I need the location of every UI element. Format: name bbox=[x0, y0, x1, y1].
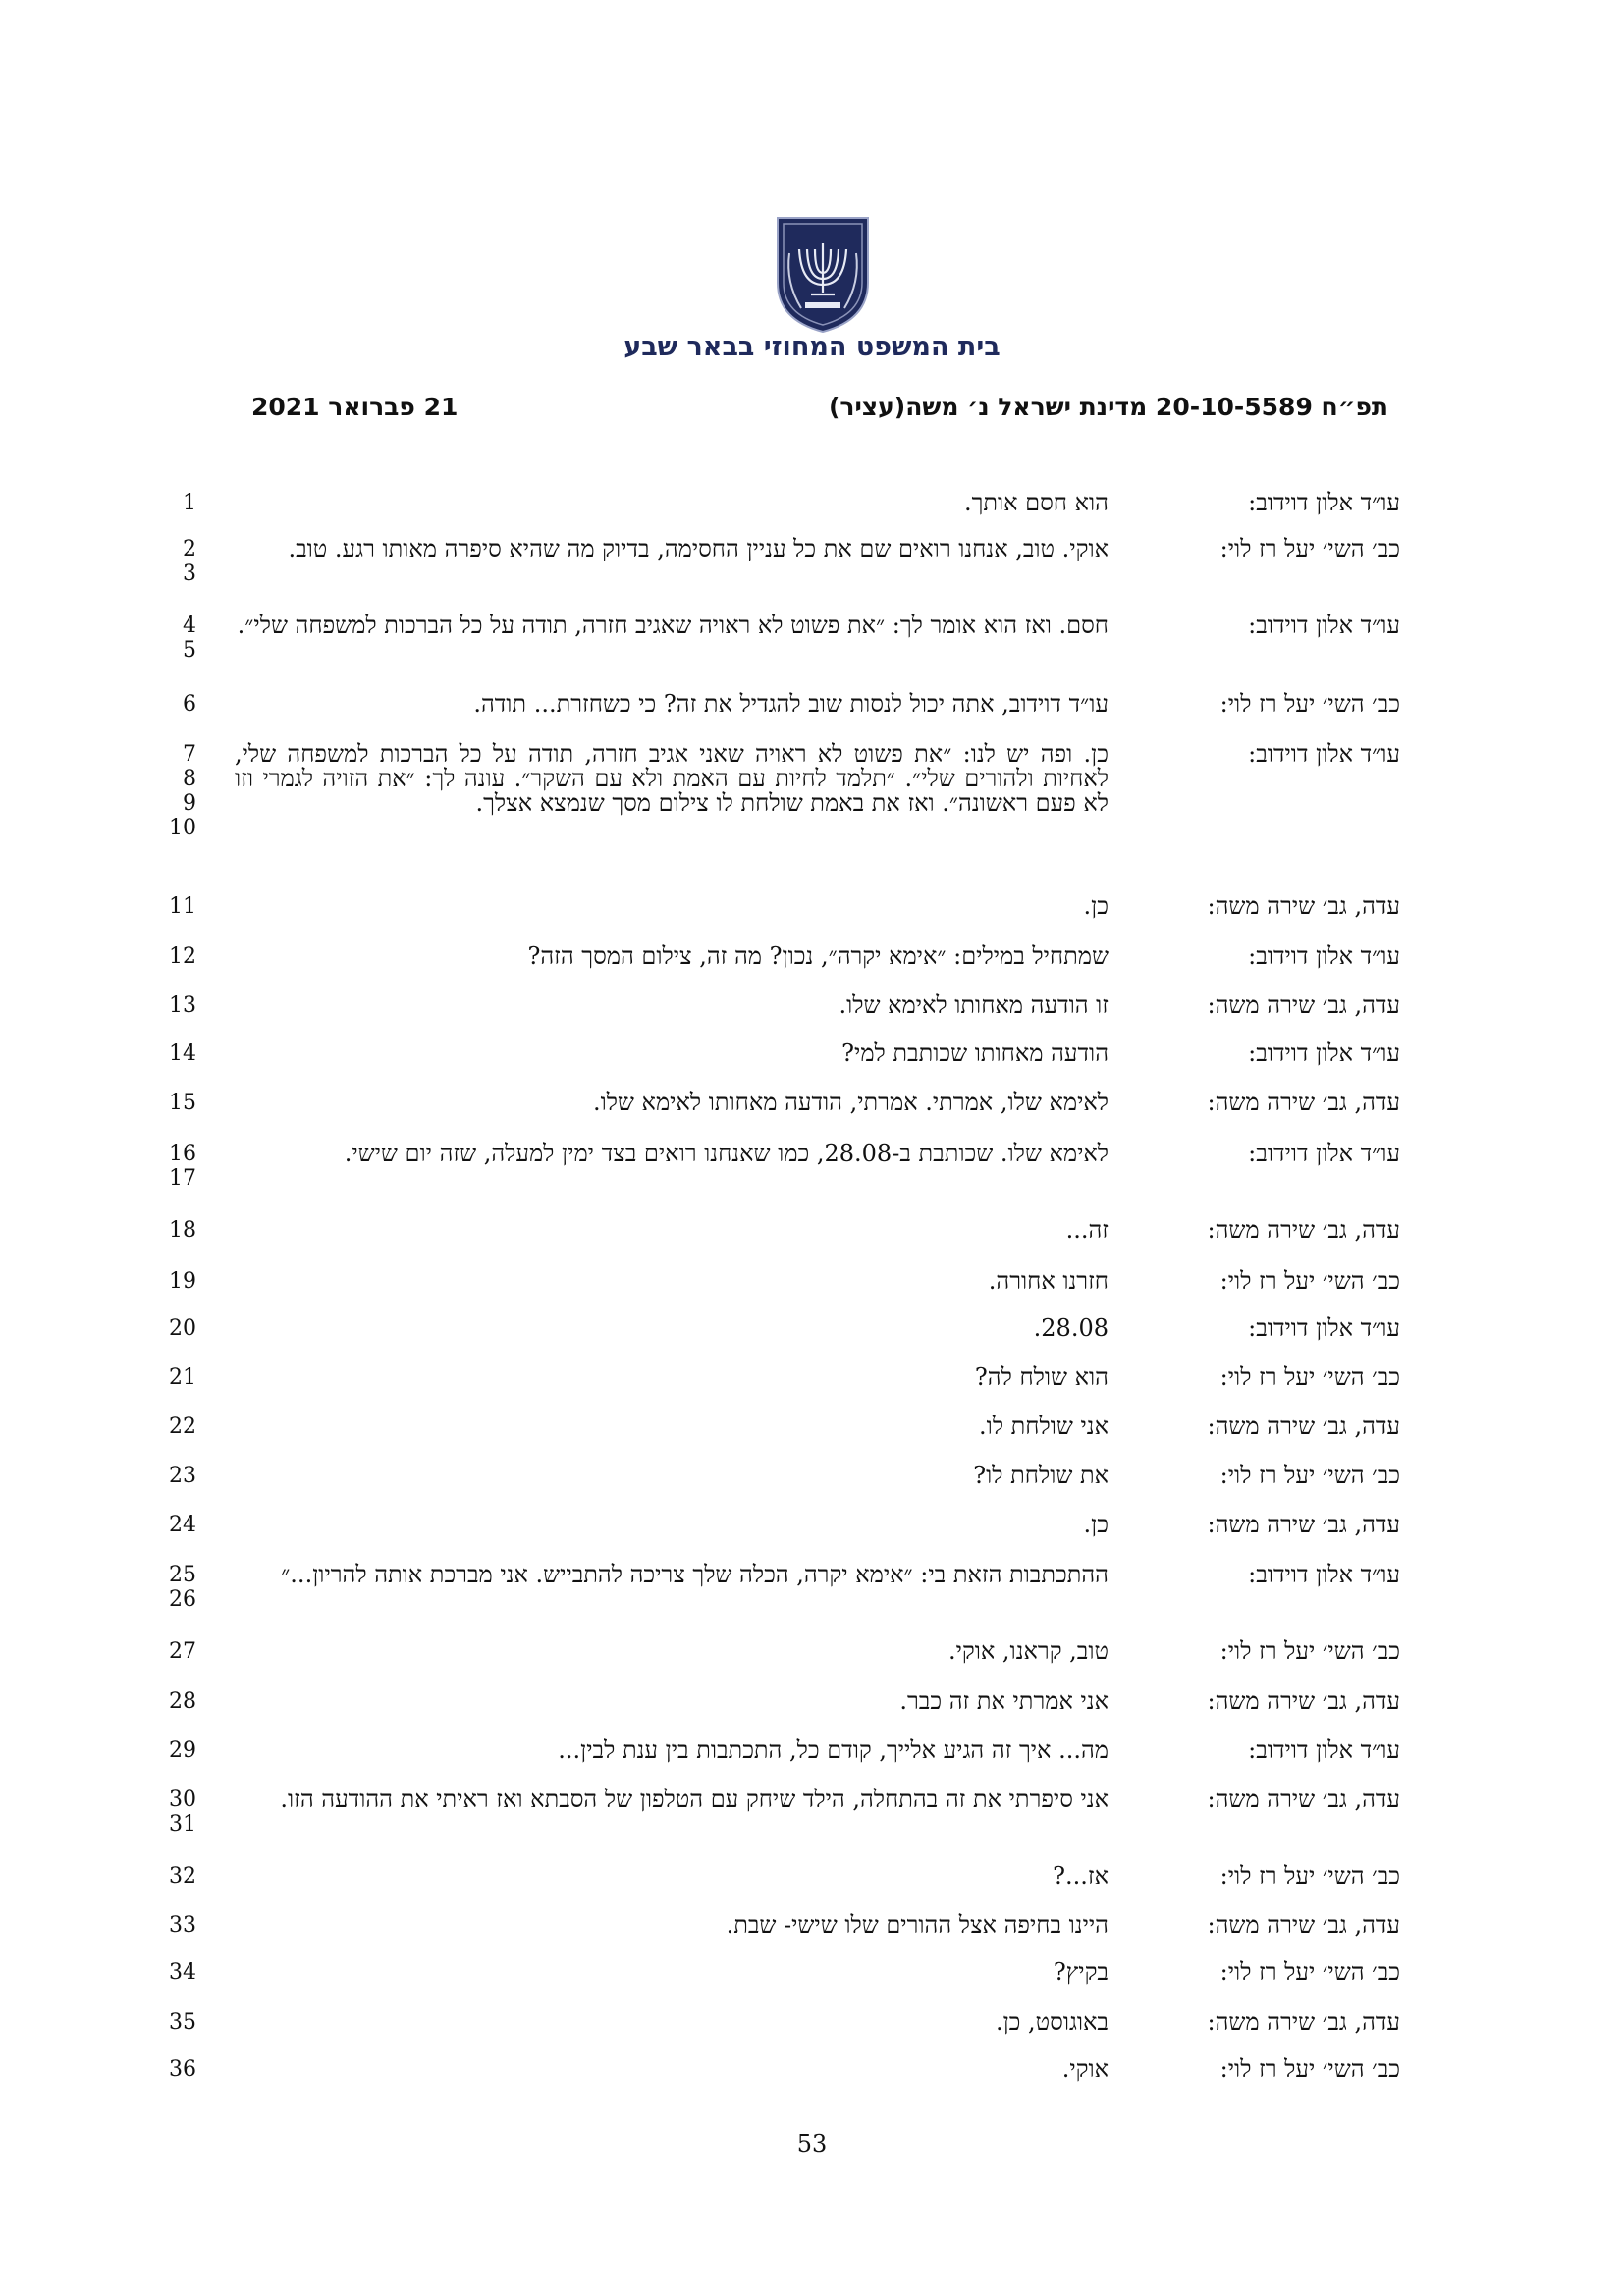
speaker-label: עדה, גב׳ שירה משה: bbox=[1207, 1911, 1400, 1939]
utterance-text: 28.08. bbox=[1033, 1314, 1109, 1342]
utterance-text: לאימא שלו, אמרתי. אמרתי, הודעה מאחותו לאימא שלו. bbox=[592, 1089, 1109, 1116]
line-number: 6 bbox=[183, 692, 196, 717]
line-numbers bbox=[0, 1738, 196, 1763]
speaker-label: כב׳ השי׳ יעל רז לוי: bbox=[1219, 690, 1400, 718]
line-numbers bbox=[0, 1913, 196, 1938]
line-numbers bbox=[0, 1788, 196, 1837]
line-numbers bbox=[0, 944, 196, 969]
line-number: 17 bbox=[169, 1166, 196, 1191]
speaker-label: עו״ד אלון דוידוב: bbox=[1248, 1140, 1400, 1167]
speaker-label: כב׳ השי׳ יעל רז לוי: bbox=[1219, 1862, 1400, 1890]
line-number: 3 bbox=[183, 561, 196, 586]
line-number: 33 bbox=[169, 1913, 196, 1938]
line-number: 28 bbox=[169, 1689, 196, 1714]
utterance-text: אני שולחת לו. bbox=[979, 1413, 1109, 1440]
line-numbers bbox=[0, 1864, 196, 1889]
utterance-text: אוקי. bbox=[1061, 2056, 1109, 2083]
line-number: 13 bbox=[169, 993, 196, 1018]
line-number: 24 bbox=[169, 1513, 196, 1537]
line-number: 32 bbox=[169, 1864, 196, 1889]
speaker-label: עדה, גב׳ שירה משה: bbox=[1207, 1511, 1400, 1538]
line-numbers bbox=[0, 491, 196, 515]
line-number: 20 bbox=[169, 1316, 196, 1341]
line-numbers bbox=[0, 1142, 196, 1191]
utterance-text: חסם. ואז הוא אומר לך: ״את פשוט לא ראויה שאגיב חזרה, תודה על כל הברכות למשפחה שלי״. bbox=[237, 612, 1109, 639]
line-number: 5 bbox=[183, 638, 196, 663]
page-number: 53 bbox=[796, 2130, 828, 2158]
speaker-label: כב׳ השי׳ יעל רז לוי: bbox=[1219, 1462, 1400, 1489]
line-numbers bbox=[0, 1689, 196, 1714]
line-number: 4 bbox=[183, 614, 196, 638]
line-numbers bbox=[0, 894, 196, 919]
utterance-text: חזרנו אחורה. bbox=[988, 1267, 1109, 1295]
speaker-label: עדה, גב׳ שירה משה: bbox=[1207, 1089, 1400, 1116]
line-number: 18 bbox=[169, 1218, 196, 1243]
speaker-label: כב׳ השי׳ יעל רז לוי: bbox=[1219, 1958, 1400, 1986]
speaker-label: עדה, גב׳ שירה משה: bbox=[1207, 1216, 1400, 1244]
utterance-text: לאימא שלו. שכותבת ב-28.08, כמו שאנחנו רואים בצד ימין למעלה, שזה יום שישי. bbox=[344, 1140, 1109, 1167]
line-numbers bbox=[0, 1513, 196, 1537]
speaker-label: עו״ד אלון דוידוב: bbox=[1248, 1314, 1400, 1342]
speaker-label: עו״ד אלון דוידוב: bbox=[1248, 489, 1400, 516]
utterance-text: הודעה מאחותו שכותבת למי? bbox=[841, 1040, 1109, 1067]
utterance-text: עו״ד דוידוב, אתה יכול לנסות שוב להגדיל את זה? כי כשחזרת... תודה. bbox=[473, 690, 1109, 718]
utterance-text: זו הודעה מאחותו לאימא שלו. bbox=[839, 991, 1109, 1019]
line-numbers bbox=[0, 1041, 196, 1066]
line-number: 19 bbox=[169, 1269, 196, 1294]
line-number: 30 bbox=[169, 1788, 196, 1812]
utterance-text: בקיץ? bbox=[1053, 1958, 1109, 1986]
speaker-label: עדה, גב׳ שירה משה: bbox=[1207, 892, 1400, 920]
line-number: 1 bbox=[183, 491, 196, 515]
speaker-label: כב׳ השי׳ יעל רז לוי: bbox=[1219, 1637, 1400, 1665]
line-numbers bbox=[0, 1415, 196, 1439]
line-numbers bbox=[0, 614, 196, 663]
line-number: 2 bbox=[183, 537, 196, 561]
speaker-label: עו״ד אלון דוידוב: bbox=[1248, 1561, 1400, 1588]
hearing-date: 21 פברואר 2021 bbox=[251, 393, 459, 421]
line-number: 15 bbox=[169, 1091, 196, 1115]
line-number: 31 bbox=[169, 1812, 196, 1837]
line-number: 34 bbox=[169, 1960, 196, 1985]
speaker-label: עו״ד אלון דוידוב: bbox=[1248, 740, 1400, 768]
utterance-text: כן. bbox=[1083, 892, 1109, 920]
line-numbers bbox=[0, 1464, 196, 1488]
utterance-text: זה... bbox=[1065, 1216, 1109, 1244]
line-numbers bbox=[0, 692, 196, 717]
line-number: 11 bbox=[169, 894, 196, 919]
line-number: 25 bbox=[169, 1563, 196, 1587]
line-numbers bbox=[0, 1365, 196, 1390]
utterance-text: אז...? bbox=[1053, 1862, 1109, 1890]
line-number: 10 bbox=[169, 816, 196, 840]
utterance-text: את שולחת לו? bbox=[973, 1462, 1109, 1489]
utterance-text: כן. ופה יש לנו: ״את פשוט לא ראויה שאני אגיב חזרה, תודה על כל הברכות למשפחה שלי, לאחיות ולהורים שלי״. ״תלמד לחיות עם האמת ולא עם השקר״. עונה לך: ״את הזויה לגמרי וזו לא פעם ראשונה״. ואז את באמת שולחת לו צילום מסך שנמצא אצלך. bbox=[235, 740, 1109, 817]
court-name: בית המשפט המחוזי בבאר שבע bbox=[623, 332, 1001, 362]
speaker-label: עדה, גב׳ שירה משה: bbox=[1207, 991, 1400, 1019]
case-title: תפ״ח 20-10-5589 מדינת ישראל נ׳ משה(עציר) bbox=[828, 393, 1388, 421]
line-numbers bbox=[0, 2010, 196, 2035]
speaker-label: עו״ד אלון דוידוב: bbox=[1248, 1040, 1400, 1067]
utterance-text: אני אמרתי את זה כבר. bbox=[899, 1687, 1109, 1715]
line-number: 8 bbox=[183, 767, 196, 791]
utterance-text: טוב, קראנו, אוקי. bbox=[947, 1637, 1109, 1665]
utterance-text: ההתכתבות הזאת בי: ״אימא יקרה, הכלה שלך צריכה להתבייש. אני מברכת אותה להריון...״ bbox=[281, 1561, 1109, 1588]
speaker-label: עדה, גב׳ שירה משה: bbox=[1207, 1786, 1400, 1813]
speaker-label: כב׳ השי׳ יעל רז לוי: bbox=[1219, 535, 1400, 562]
line-number: 7 bbox=[183, 742, 196, 767]
speaker-label: עדה, גב׳ שירה משה: bbox=[1207, 1413, 1400, 1440]
speaker-label: עדה, גב׳ שירה משה: bbox=[1207, 2008, 1400, 2036]
line-numbers bbox=[0, 1091, 196, 1115]
line-number: 12 bbox=[169, 944, 196, 969]
utterance-text: אני סיפרתי את זה בהתחלה, הילד שיחק עם הטלפון של הסבתא ואז ראיתי את ההודעה הזו. bbox=[280, 1786, 1109, 1813]
line-number: 16 bbox=[169, 1142, 196, 1166]
speaker-label: עו״ד אלון דוידוב: bbox=[1248, 942, 1400, 970]
speaker-label: כב׳ השי׳ יעל רז לוי: bbox=[1219, 1267, 1400, 1295]
line-number: 36 bbox=[169, 2057, 196, 2082]
line-numbers bbox=[0, 1960, 196, 1985]
utterance-text: הוא חסם אותך. bbox=[963, 489, 1109, 516]
speaker-label: כב׳ השי׳ יעל רז לוי: bbox=[1219, 1363, 1400, 1391]
line-number: 29 bbox=[169, 1738, 196, 1763]
line-numbers bbox=[0, 1639, 196, 1664]
line-numbers bbox=[0, 1563, 196, 1612]
line-numbers bbox=[0, 537, 196, 586]
line-numbers bbox=[0, 742, 196, 840]
line-number: 23 bbox=[169, 1464, 196, 1488]
utterance-text: באוגוסט, כן. bbox=[995, 2008, 1109, 2036]
line-number: 14 bbox=[169, 1041, 196, 1066]
speaker-label: עדה, גב׳ שירה משה: bbox=[1207, 1687, 1400, 1715]
line-numbers bbox=[0, 993, 196, 1018]
state-emblem-icon bbox=[772, 214, 874, 334]
line-number: 26 bbox=[169, 1587, 196, 1612]
utterance-text: הוא שולח לה? bbox=[974, 1363, 1109, 1391]
line-number: 35 bbox=[169, 2010, 196, 2035]
speaker-label: עו״ד אלון דוידוב: bbox=[1248, 612, 1400, 639]
utterance-text: מה... איך זה הגיע אלייך, קודם כל, התכתבות בין ענת לבין... bbox=[558, 1736, 1109, 1764]
speaker-label: עו״ד אלון דוידוב: bbox=[1248, 1736, 1400, 1764]
line-number: 9 bbox=[183, 791, 196, 816]
line-number: 21 bbox=[169, 1365, 196, 1390]
line-numbers bbox=[0, 2057, 196, 2082]
line-number: 22 bbox=[169, 1415, 196, 1439]
utterance-text: היינו בחיפה אצל ההורים שלו שישי- שבת. bbox=[726, 1911, 1109, 1939]
utterance-text: שמתחיל במילים: ״אימא יקרה״, נכון? מה זה, צילום המסך הזה? bbox=[527, 942, 1109, 970]
line-number: 27 bbox=[169, 1639, 196, 1664]
utterance-text: אוקי. טוב, אנחנו רואים שם את כל עניין החסימה, בדיוק מה שהיא סיפרה מאותו רגע. טוב. bbox=[288, 535, 1109, 562]
line-numbers bbox=[0, 1316, 196, 1341]
line-numbers bbox=[0, 1218, 196, 1243]
line-numbers bbox=[0, 1269, 196, 1294]
utterance-text: כן. bbox=[1083, 1511, 1109, 1538]
speaker-label: כב׳ השי׳ יעל רז לוי: bbox=[1219, 2056, 1400, 2083]
